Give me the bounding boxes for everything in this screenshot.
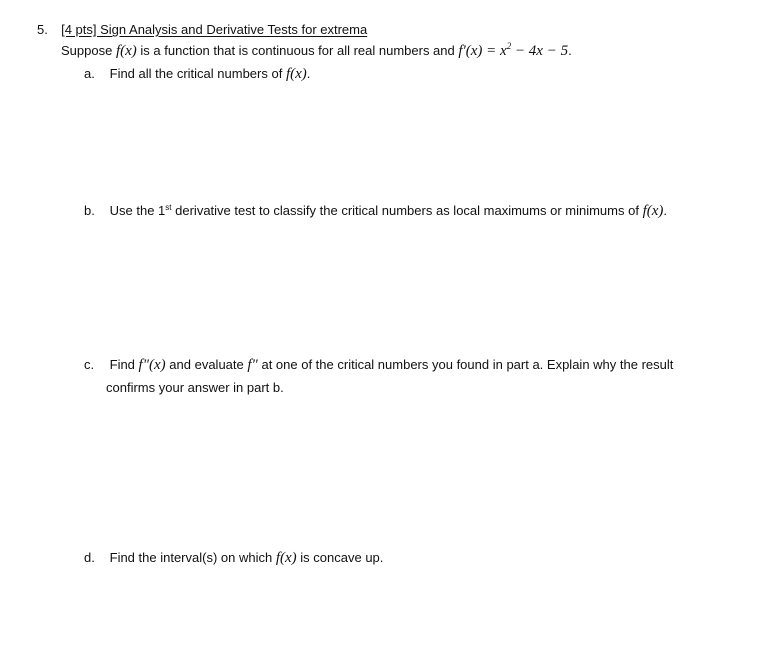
part-c-math-f-double-prime: f" [247, 357, 258, 373]
part-b-ordinal: st [165, 203, 172, 212]
part-b-text-first: Use the 1 [109, 203, 166, 218]
part-c-math-second-derivative: f"(x) [138, 357, 166, 373]
part-a-text: Find all the critical numbers of [109, 66, 283, 81]
part-a [84, 66, 310, 82]
part-c-text-find: Find [109, 357, 135, 372]
part-b-label: b. [84, 203, 95, 218]
part-b-text-second: derivative test to classify the critical numbers as local maximums or minimums of [175, 203, 639, 218]
part-d-text-concave: is concave up. [300, 550, 384, 565]
part-c-text-confirms: confirms your answer in part b. [106, 380, 284, 395]
derivative-lhs: f'(x) = x [458, 43, 507, 59]
part-d [84, 550, 383, 566]
part-c-continuation [106, 380, 284, 396]
part-a-math: f(x) [285, 66, 307, 82]
part-d-text-find: Find the interval(s) on which [109, 550, 273, 565]
problem-title: [4 pts] Sign Analysis and Derivative Tests for extrema [61, 22, 368, 37]
intro-period: . [568, 43, 572, 58]
part-c-label: c. [84, 357, 95, 372]
intro-derivative-equation [458, 43, 568, 59]
derivative-rhs: − 4x − 5 [514, 43, 569, 59]
part-c-text-explain: at one of the critical numbers you found in part a. Explain why the result [261, 357, 674, 372]
intro-text-suppose: Suppose [61, 43, 113, 58]
problem-number: 5. [37, 22, 48, 37]
part-b-math: f(x) [642, 203, 664, 219]
part-a-end: . [306, 66, 311, 81]
part-c-text-evaluate: and evaluate [169, 357, 244, 372]
part-a-label: a. [84, 66, 95, 81]
derivative-exponent: 2 [506, 41, 512, 51]
intro-f-of-x: f(x) [115, 43, 137, 59]
problem-intro [61, 43, 572, 59]
part-d-label: d. [84, 550, 95, 565]
part-c [84, 357, 673, 373]
part-b-end: . [663, 203, 668, 218]
part-d-math: f(x) [275, 550, 297, 566]
problem-header [37, 22, 367, 38]
part-b [84, 203, 667, 219]
intro-text-continuous: is a function that is continuous for all real numbers and [140, 43, 455, 58]
